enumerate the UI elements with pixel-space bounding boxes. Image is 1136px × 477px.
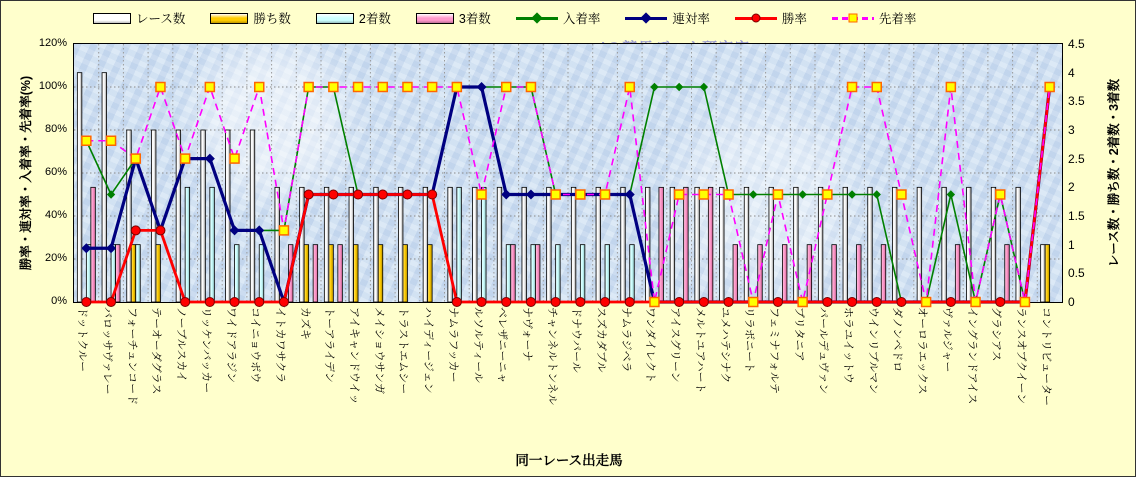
x-axis-label: ノーブルスカイ bbox=[175, 307, 188, 383]
bar-races bbox=[473, 187, 478, 302]
y-tick-label-right: 2 bbox=[1068, 180, 1075, 195]
x-axis-label: リラボニート bbox=[743, 307, 756, 373]
marker-finish_ahead_rate bbox=[699, 190, 708, 199]
bar-seconds bbox=[457, 187, 462, 302]
marker-finish_ahead_rate bbox=[897, 190, 906, 199]
marker-finish_ahead_rate bbox=[428, 83, 437, 92]
y-tick-label-right: 4 bbox=[1068, 65, 1075, 80]
bar-thirds bbox=[881, 245, 886, 302]
legend-label: 勝ち数 bbox=[253, 12, 291, 26]
marker-finish_ahead_rate bbox=[354, 83, 363, 92]
marker-finish_ahead_rate bbox=[724, 190, 733, 199]
bar-thirds bbox=[758, 245, 763, 302]
bar-races bbox=[794, 187, 799, 302]
marker-win_rate bbox=[724, 298, 733, 307]
bar-seconds bbox=[605, 245, 610, 302]
bar-thirds bbox=[832, 245, 837, 302]
y-tick-label-left: 0% bbox=[51, 295, 67, 307]
legend-item-seconds bbox=[316, 9, 391, 27]
marker-finish_ahead_rate bbox=[971, 298, 980, 307]
y-tick-label-left: 40% bbox=[44, 209, 67, 221]
bar-races bbox=[423, 187, 428, 302]
marker-finish_ahead_rate bbox=[749, 298, 758, 307]
y-tick-label-right: 0 bbox=[1068, 295, 1075, 309]
y-axis-title-left: 勝率・連対率・入着率・先着率(%) bbox=[19, 75, 33, 271]
marker-place_rate bbox=[848, 190, 856, 198]
bar-thirds bbox=[857, 245, 862, 302]
marker-finish_ahead_rate bbox=[946, 83, 955, 92]
y-tick-label-right: 4.5 bbox=[1068, 37, 1085, 51]
legend-swatch-seconds bbox=[316, 13, 354, 24]
marker-win_rate bbox=[181, 298, 190, 307]
bar-races bbox=[670, 187, 675, 302]
bar-races bbox=[621, 187, 626, 302]
marker-win_rate bbox=[477, 298, 486, 307]
marker-finish_ahead_rate bbox=[329, 83, 338, 92]
marker-win_rate bbox=[823, 298, 832, 307]
marker-win_rate bbox=[897, 298, 906, 307]
x-axis-label: ユメハテシナク bbox=[718, 307, 731, 384]
x-axis-label: リッケンバッカー bbox=[199, 307, 212, 394]
x-axis-label: チャンネルトンネル bbox=[545, 307, 558, 406]
bar-races bbox=[497, 187, 502, 302]
legend-item-wins bbox=[210, 9, 291, 27]
marker-finish_ahead_rate bbox=[601, 190, 610, 199]
marker-finish_ahead_rate bbox=[848, 83, 857, 92]
bar-wins bbox=[329, 245, 334, 302]
bar-races bbox=[324, 187, 329, 302]
x-axis-label: ナヴォーナ bbox=[520, 307, 533, 362]
bar-races bbox=[917, 187, 922, 302]
x-axis-label: ナムラフッカー bbox=[446, 307, 459, 383]
marker-quinella_rate bbox=[625, 190, 635, 200]
bar-seconds bbox=[86, 245, 91, 302]
marker-win_rate bbox=[107, 298, 116, 307]
marker-finish_ahead_rate bbox=[625, 83, 634, 92]
legend-label: レース数 bbox=[136, 12, 186, 26]
marker-place_rate bbox=[749, 190, 757, 198]
legend-label: 2着数 bbox=[358, 12, 391, 26]
legend-swatch-wins bbox=[210, 13, 248, 24]
bar-wins bbox=[378, 245, 383, 302]
legend-swatch-races bbox=[93, 13, 131, 24]
marker-win_rate bbox=[428, 190, 437, 199]
bar-seconds bbox=[482, 187, 487, 302]
marker-finish_ahead_rate bbox=[230, 154, 239, 163]
marker-win_rate bbox=[205, 298, 214, 307]
x-axis-label: アイキャンドウイッ bbox=[348, 307, 361, 405]
bar-thirds bbox=[733, 245, 738, 302]
marker-finish_ahead_rate bbox=[872, 83, 881, 92]
bar-thirds bbox=[511, 245, 516, 302]
x-axis-label: イングランドアイス bbox=[965, 307, 978, 405]
bar-wins bbox=[354, 245, 359, 302]
bar-races bbox=[571, 187, 576, 302]
legend-label: 勝率 bbox=[781, 12, 807, 26]
bar-thirds bbox=[955, 245, 960, 302]
x-axis-label: フェミナフォルテ bbox=[767, 307, 780, 394]
marker-finish_ahead_rate bbox=[502, 83, 511, 92]
marker-win_rate bbox=[329, 190, 338, 199]
y-tick-label-right: 1.5 bbox=[1068, 209, 1085, 223]
bar-thirds bbox=[684, 187, 689, 302]
marker-finish_ahead_rate bbox=[304, 83, 313, 92]
marker-quinella_rate bbox=[254, 225, 264, 235]
marker-win_rate bbox=[699, 298, 708, 307]
bar-races bbox=[991, 187, 996, 302]
marker-win_rate bbox=[576, 298, 585, 307]
x-axis-label: ブリタニア bbox=[792, 307, 805, 362]
x-axis-label: オーロラエックス bbox=[916, 307, 929, 395]
bar-wins bbox=[131, 245, 136, 302]
marker-win_rate bbox=[625, 298, 634, 307]
legend-item-quinella_rate bbox=[625, 9, 710, 27]
marker-place_rate bbox=[798, 190, 806, 198]
bar-races bbox=[547, 187, 552, 302]
marker-win_rate bbox=[675, 298, 684, 307]
marker-win_rate bbox=[255, 298, 264, 307]
marker-finish_ahead_rate bbox=[279, 226, 288, 235]
bar-races bbox=[769, 187, 774, 302]
bar-races bbox=[349, 187, 354, 302]
legend-item-finish_ahead_rate bbox=[832, 9, 917, 27]
marker-win_rate bbox=[551, 298, 560, 307]
marker-win_rate bbox=[601, 298, 610, 307]
marker-quinella_rate bbox=[205, 154, 215, 164]
x-axis-label: ウインリブルマン bbox=[866, 307, 879, 395]
marker-finish_ahead_rate bbox=[526, 83, 535, 92]
marker-win_rate bbox=[131, 226, 140, 235]
marker-win_rate bbox=[452, 298, 461, 307]
bar-races bbox=[250, 130, 255, 302]
bar-seconds bbox=[136, 245, 141, 302]
legend-swatch-win_rate bbox=[735, 12, 777, 25]
bar-races bbox=[1041, 245, 1046, 302]
marker-win_rate bbox=[230, 298, 239, 307]
legend-swatch-quinella_rate bbox=[625, 12, 667, 25]
x-axis-label: ハイディージェン bbox=[422, 307, 435, 394]
marker-win_rate bbox=[526, 298, 535, 307]
legend-label: 連対率 bbox=[672, 12, 710, 26]
x-axis-label: ドットクルー bbox=[76, 307, 89, 373]
bar-races bbox=[744, 187, 749, 302]
bar-wins bbox=[1045, 245, 1050, 302]
y-tick-label-left: 60% bbox=[44, 166, 67, 178]
marker-finish_ahead_rate bbox=[922, 298, 931, 307]
bar-wins bbox=[156, 245, 161, 302]
x-axis-label: ワンダイレクト bbox=[644, 307, 657, 384]
marker-win_rate bbox=[502, 298, 511, 307]
marker-win_rate bbox=[82, 298, 91, 307]
x-axis-title: 同一レース出走馬 bbox=[515, 453, 623, 468]
x-axis-label: パールデュヴァン bbox=[817, 307, 830, 395]
x-axis-label: ワイドアラジン bbox=[224, 307, 237, 384]
plot-area bbox=[73, 43, 1063, 303]
bar-races bbox=[843, 187, 848, 302]
marker-finish_ahead_rate bbox=[798, 298, 807, 307]
x-axis-label: メイショウサンガ bbox=[372, 307, 385, 395]
marker-finish_ahead_rate bbox=[131, 154, 140, 163]
marker-finish_ahead_rate bbox=[823, 190, 832, 199]
x-axis-label: フォーチュンコード bbox=[125, 307, 138, 406]
x-axis-label: イトカワサクラ bbox=[273, 307, 286, 384]
legend-label: 3着数 bbox=[458, 12, 491, 26]
legend bbox=[93, 9, 916, 27]
bar-races bbox=[398, 187, 403, 302]
marker-finish_ahead_rate bbox=[205, 83, 214, 92]
y-tick-label-left: 120% bbox=[38, 37, 67, 49]
marker-finish_ahead_rate bbox=[156, 83, 165, 92]
x-axis-label: カズキ bbox=[298, 307, 311, 340]
marker-finish_ahead_rate bbox=[551, 190, 560, 199]
marker-finish_ahead_rate bbox=[82, 136, 91, 145]
x-axis-label: コイニョウボウ bbox=[249, 307, 262, 384]
bar-thirds bbox=[708, 187, 713, 302]
x-axis-label: ドナウパール bbox=[570, 307, 583, 373]
x-axis-label: コントリビューター bbox=[1039, 307, 1052, 406]
bar-seconds bbox=[531, 245, 536, 302]
marker-finish_ahead_rate bbox=[452, 83, 461, 92]
marker-win_rate bbox=[773, 298, 782, 307]
marker-win_rate bbox=[304, 190, 313, 199]
legend-item-place_rate bbox=[516, 9, 601, 27]
marker-win_rate bbox=[403, 190, 412, 199]
bar-races bbox=[892, 187, 897, 302]
chart-svg bbox=[74, 44, 1062, 302]
bar-races bbox=[300, 187, 305, 302]
bar-thirds bbox=[338, 245, 343, 302]
bar-seconds bbox=[259, 245, 264, 302]
bar-seconds bbox=[506, 245, 511, 302]
bar-races bbox=[102, 73, 107, 302]
bar-wins bbox=[403, 245, 408, 302]
bar-thirds bbox=[1005, 245, 1010, 302]
x-axis-label: ベレザニーニャ bbox=[496, 307, 509, 384]
bar-seconds bbox=[630, 245, 635, 302]
y-tick-label-right: 3 bbox=[1068, 123, 1075, 137]
marker-place_rate bbox=[700, 83, 708, 91]
legend-label: 入着率 bbox=[562, 12, 601, 26]
y-tick-label-right: 0.5 bbox=[1068, 266, 1085, 281]
legend-swatch-finish_ahead_rate bbox=[832, 12, 874, 25]
marker-win_rate bbox=[872, 298, 881, 307]
x-axis-label: アイスグリーン bbox=[669, 307, 682, 383]
marker-finish_ahead_rate bbox=[107, 136, 116, 145]
y-tick-label-right: 1 bbox=[1068, 237, 1075, 252]
x-axis-label: バロッサヴァレー bbox=[101, 307, 114, 395]
legend-item-thirds bbox=[416, 9, 491, 27]
bar-wins bbox=[428, 245, 433, 302]
marker-finish_ahead_rate bbox=[1020, 298, 1029, 307]
x-axis-label: ランスオブクイーン bbox=[1014, 307, 1027, 405]
bar-seconds bbox=[556, 245, 561, 302]
legend-swatch-thirds bbox=[416, 13, 454, 24]
bar-races bbox=[695, 187, 700, 302]
bar-races bbox=[77, 73, 82, 302]
marker-win_rate bbox=[378, 190, 387, 199]
marker-win_rate bbox=[156, 226, 165, 235]
x-axis-label: テーオーダグラス bbox=[150, 307, 163, 395]
bar-races bbox=[374, 187, 379, 302]
marker-finish_ahead_rate bbox=[996, 190, 1005, 199]
marker-finish_ahead_rate bbox=[403, 83, 412, 92]
bar-seconds bbox=[580, 245, 585, 302]
y-tick-label-left: 80% bbox=[44, 123, 67, 135]
y-axis-title-right: レース数・勝ち数・2着数・3着数 bbox=[1107, 78, 1121, 268]
bar-wins bbox=[304, 245, 309, 302]
legend-swatch-place_rate bbox=[516, 12, 558, 25]
marker-finish_ahead_rate bbox=[675, 190, 684, 199]
marker-win_rate bbox=[354, 190, 363, 199]
bar-thirds bbox=[659, 187, 664, 302]
y-tick-label-left: 20% bbox=[44, 252, 67, 264]
bar-races bbox=[720, 187, 725, 302]
bar-races bbox=[201, 130, 206, 302]
x-axis-label: スズカダブル bbox=[595, 307, 608, 373]
marker-finish_ahead_rate bbox=[477, 190, 486, 199]
x-axis-label: ダノンペドロ bbox=[891, 307, 904, 373]
bar-races bbox=[868, 187, 873, 302]
marker-quinella_rate bbox=[526, 190, 536, 200]
marker-place_rate bbox=[873, 190, 881, 198]
marker-quinella_rate bbox=[477, 82, 487, 92]
marker-win_rate bbox=[279, 298, 288, 307]
marker-finish_ahead_rate bbox=[773, 190, 782, 199]
legend-item-races bbox=[93, 9, 185, 27]
marker-place_rate bbox=[650, 83, 658, 91]
legend-item-win_rate bbox=[735, 9, 807, 27]
marker-place_rate bbox=[675, 83, 683, 91]
marker-finish_ahead_rate bbox=[378, 83, 387, 92]
bar-seconds bbox=[235, 245, 240, 302]
y-tick-label-right: 2.5 bbox=[1068, 151, 1085, 166]
marker-quinella_rate bbox=[230, 225, 240, 235]
x-axis-label: ヴァルジャー bbox=[940, 307, 953, 373]
legend-label: 先着率 bbox=[878, 12, 917, 26]
y-tick-label-right: 3.5 bbox=[1068, 94, 1085, 109]
marker-place_rate bbox=[947, 190, 955, 198]
marker-win_rate bbox=[996, 298, 1005, 307]
marker-finish_ahead_rate bbox=[576, 190, 585, 199]
marker-win_rate bbox=[946, 298, 955, 307]
bar-races bbox=[818, 187, 823, 302]
x-axis-label: ホラユイットウ bbox=[842, 307, 855, 384]
marker-win_rate bbox=[848, 298, 857, 307]
bar-races bbox=[596, 187, 601, 302]
bar-thirds bbox=[91, 187, 96, 302]
bar-races bbox=[1016, 187, 1021, 302]
bar-races bbox=[967, 187, 972, 302]
x-axis-label: トーアライデン bbox=[323, 307, 336, 383]
marker-finish_ahead_rate bbox=[1045, 83, 1054, 92]
x-axis-label: ナムラジベラ bbox=[619, 307, 632, 373]
bar-thirds bbox=[116, 245, 121, 302]
x-axis-label: メルトユアハート bbox=[693, 307, 706, 394]
x-axis-label: ルソルティール bbox=[471, 307, 484, 383]
marker-quinella_rate bbox=[501, 190, 511, 200]
x-axis-label: トラストエムシー bbox=[397, 307, 410, 395]
bar-races bbox=[522, 187, 527, 302]
marker-finish_ahead_rate bbox=[255, 83, 264, 92]
bar-thirds bbox=[535, 245, 540, 302]
bar-seconds bbox=[185, 187, 190, 302]
bar-races bbox=[942, 187, 947, 302]
y-tick-label-left: 100% bbox=[38, 80, 67, 92]
bar-thirds bbox=[313, 245, 318, 302]
marker-finish_ahead_rate bbox=[181, 154, 190, 163]
x-axis-label: グラシアス bbox=[990, 307, 1003, 362]
marker-finish_ahead_rate bbox=[650, 298, 659, 307]
bar-thirds bbox=[782, 245, 787, 302]
bar-seconds bbox=[210, 187, 215, 302]
